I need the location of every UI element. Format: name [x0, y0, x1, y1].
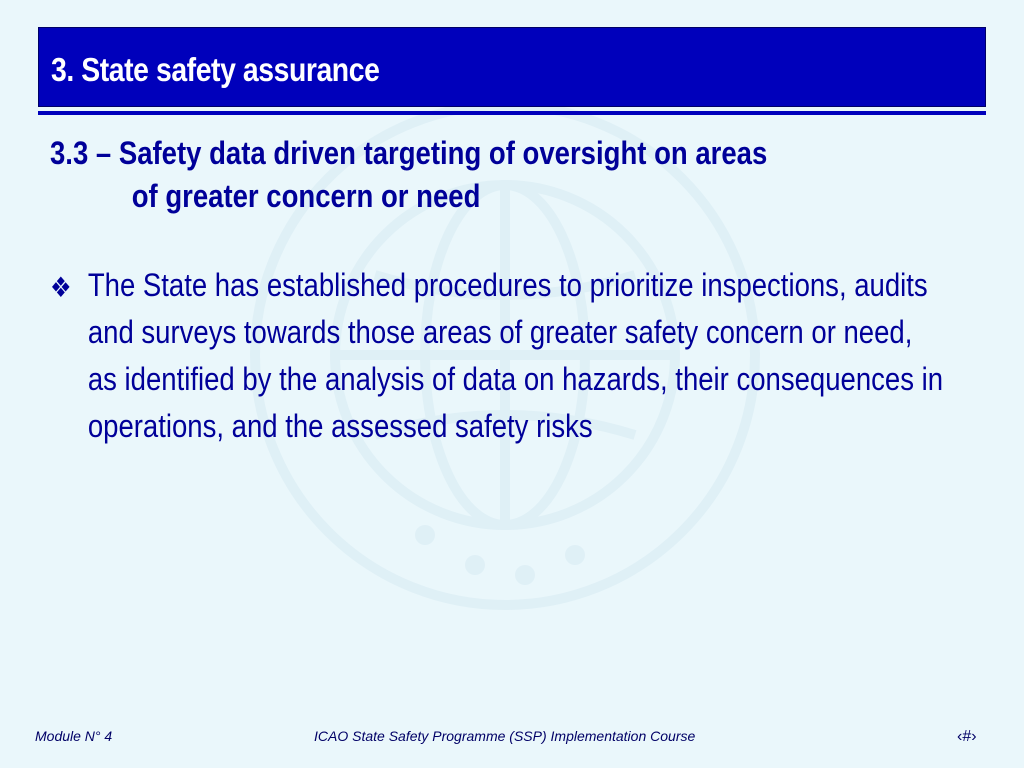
footer-module: Module N° 4 — [35, 728, 113, 744]
section-heading — [50, 132, 858, 218]
title-underline — [38, 111, 986, 115]
four-diamond-bullet-icon: ❖ — [50, 272, 72, 303]
footer-page-number: ‹#› — [957, 728, 977, 745]
slide-title: 3. State safety assurance — [51, 51, 380, 88]
footer-course: ICAO State Safety Programme (SSP) Implementation Course — [314, 728, 696, 744]
section-heading-line1: 3.3 – Safety data driven targeting of oversight on areas — [50, 135, 768, 171]
bullet-text: The State has established procedures to prioritize inspections, audits and surveys towards those areas of greater safety concern or need, as identified by the analysis of data on hazards, their consequences in operations, and the assessed safety risks — [87, 267, 944, 444]
bullet-item — [50, 262, 944, 450]
title-bar — [38, 27, 986, 107]
section-heading-line2: of greater concern or need — [131, 178, 481, 214]
